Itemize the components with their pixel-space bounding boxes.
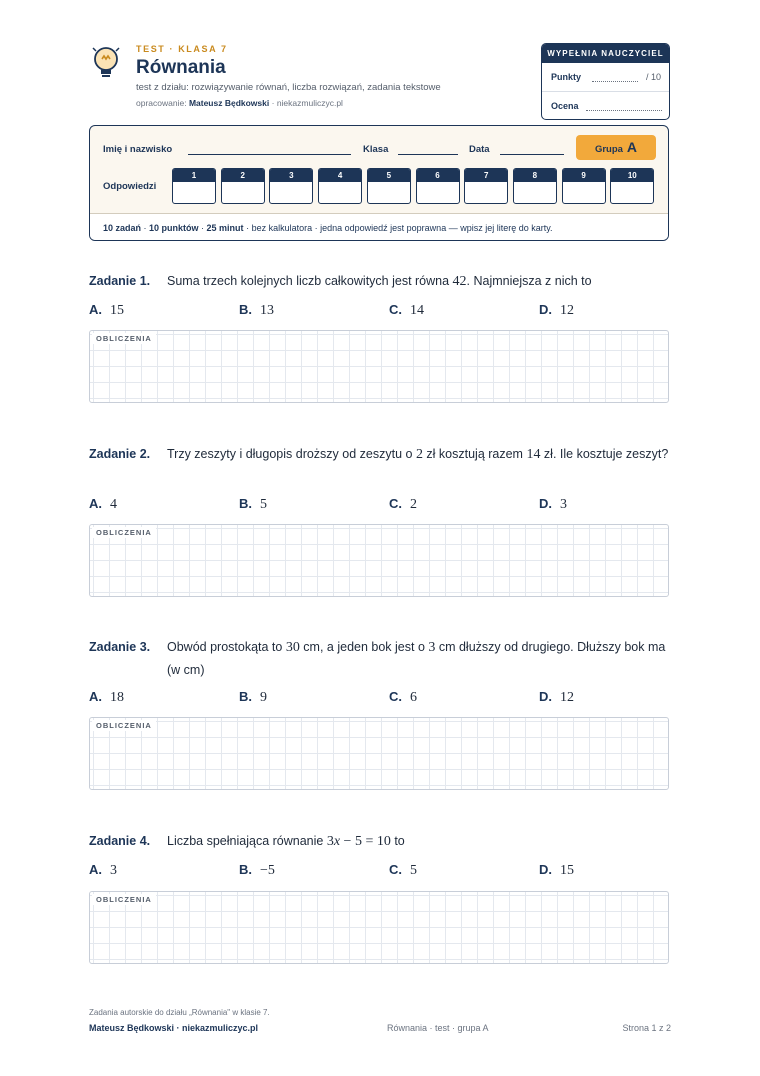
option-letter: A. [89, 862, 102, 877]
answer-box[interactable] [172, 168, 216, 204]
answer-box-number: 10 [611, 169, 653, 182]
task-number: Zadanie 1. [89, 274, 151, 288]
equation [327, 834, 391, 849]
task-math: 14 [526, 447, 541, 462]
page-title: Równania [136, 57, 226, 78]
name-label: Imię i nazwisko [103, 144, 173, 155]
task-number: Zadanie 4. [89, 834, 151, 848]
answer-box-number: 6 [417, 169, 459, 182]
task-4-option-d[interactable] [539, 862, 574, 879]
option-letter: D. [539, 302, 552, 317]
option-letter: B. [239, 302, 252, 317]
option-letter: C. [389, 689, 402, 704]
option-letter: A. [89, 496, 102, 511]
task-3-option-c[interactable] [389, 689, 417, 706]
task-2-option-d[interactable] [539, 496, 567, 513]
answer-box-number: 7 [465, 169, 507, 182]
task-text: Liczba spełniająca równanie [167, 834, 327, 848]
task-text: Trzy zeszyty i długopis droższy od zeszytu o [167, 447, 416, 461]
equation-rest: − 5 = 10 [340, 834, 391, 849]
info-rest: · bez kalkulatora · jedna odpowiedź jest poprawna — wpisz jej literę do karty. [246, 223, 553, 233]
answer-box[interactable] [610, 168, 654, 204]
group-label: Grupa [594, 144, 623, 155]
answer-box-number: 8 [514, 169, 556, 182]
option-value: 15 [560, 863, 574, 878]
task-2-option-a[interactable] [89, 496, 117, 513]
option-value: 9 [260, 690, 267, 705]
task-number: Zadanie 2. [89, 447, 151, 461]
task-3-option-b[interactable] [239, 689, 267, 706]
equation-coefficient: 3 [326, 834, 334, 849]
task-text: Obwód prostokąta to [167, 640, 286, 654]
calc-label: OBLICZENIA [92, 527, 156, 538]
task-text: zł. Ile kosztuje zeszyt? [540, 447, 669, 461]
calc-label: OBLICZENIA [92, 333, 156, 344]
option-letter: D. [539, 862, 552, 877]
option-value: 2 [410, 497, 417, 512]
task-text: Suma trzech kolejnych liczb całkowitych jest równa [167, 274, 453, 288]
task-4-question [89, 830, 669, 853]
option-letter: C. [389, 862, 402, 877]
option-value: 5 [410, 863, 417, 878]
answer-box-number: 9 [563, 169, 605, 182]
option-letter: C. [389, 496, 402, 511]
task-1-question [89, 270, 669, 293]
answer-box[interactable] [562, 168, 606, 204]
task-text: . Najmniejsza z nich to [466, 274, 592, 288]
task-2-calculation-area[interactable] [89, 524, 669, 597]
info-tasks: 10 zadań [103, 223, 142, 233]
option-letter: D. [539, 689, 552, 704]
answer-box[interactable] [269, 168, 313, 204]
answer-box-number: 3 [270, 169, 312, 182]
task-text: zł kosztują razem [422, 447, 527, 461]
option-value: 12 [560, 303, 574, 318]
task-4-option-c[interactable] [389, 862, 417, 879]
task-number: Zadanie 3. [89, 640, 151, 654]
answer-box[interactable] [513, 168, 557, 204]
task-math: 2 [415, 447, 423, 462]
option-letter: D. [539, 496, 552, 511]
footer-note: Zadania autorskie do działu „Równania" w klasie 7. [89, 1008, 270, 1017]
points-field[interactable] [592, 81, 638, 82]
option-value: 15 [110, 303, 124, 318]
task-3-option-d[interactable] [539, 689, 574, 706]
answer-box[interactable] [367, 168, 411, 204]
task-1-option-b[interactable] [239, 302, 274, 319]
option-value: 5 [260, 497, 267, 512]
class-field[interactable] [398, 154, 458, 155]
answer-box-number: 4 [319, 169, 361, 182]
option-value: 3 [110, 863, 117, 878]
option-value: 13 [260, 303, 274, 318]
task-1-option-d[interactable] [539, 302, 574, 319]
task-text: cm dłuższy od drugiego. Dłuższy bok ma (w cm) [167, 640, 666, 677]
option-letter: A. [89, 302, 102, 317]
teacher-box-title: WYPEŁNIA NAUCZYCIEL [542, 44, 669, 63]
task-3-option-a[interactable] [89, 689, 124, 706]
info-time: 25 minut [206, 223, 244, 233]
answer-box-number: 5 [368, 169, 410, 182]
task-3-calculation-area[interactable] [89, 717, 669, 790]
answer-box[interactable] [464, 168, 508, 204]
task-2-question [89, 443, 669, 466]
option-value: 14 [410, 303, 424, 318]
option-value: 12 [560, 690, 574, 705]
option-value: 18 [110, 690, 124, 705]
answer-box[interactable] [416, 168, 460, 204]
date-field[interactable] [500, 154, 564, 155]
task-4-option-b[interactable] [239, 862, 275, 879]
footer-author: Mateusz Będkowski · niekazmuliczyc.pl [89, 1023, 259, 1033]
task-math: 30 [285, 640, 300, 655]
calc-label: OBLICZENIA [92, 720, 156, 731]
group-badge [576, 135, 656, 160]
answers-label: Odpowiedzi [103, 181, 157, 192]
task-4-calculation-area[interactable] [89, 891, 669, 964]
name-field[interactable] [188, 154, 351, 155]
option-value: 4 [110, 497, 117, 512]
answer-box-number: 1 [173, 169, 215, 182]
option-value: 6 [410, 690, 417, 705]
answer-box[interactable] [318, 168, 362, 204]
answer-box[interactable] [221, 168, 265, 204]
grade-row [542, 91, 669, 119]
option-value: −5 [260, 863, 275, 878]
task-4-option-a[interactable] [89, 862, 117, 879]
task-math: 42 [452, 274, 467, 289]
option-letter: B. [239, 689, 252, 704]
author-prefix: opracowanie: [136, 98, 187, 108]
lightbulb-icon [90, 44, 122, 84]
student-info-box [89, 125, 669, 241]
task-text: to [390, 834, 405, 848]
task-3-question [89, 636, 669, 681]
test-info: 10 zadań · 10 punktów · 25 minut · bez kalkulatora · jedna odpowiedź jest poprawna — wpisz jej literę do karty. [90, 213, 668, 241]
calc-label: OBLICZENIA [92, 894, 156, 905]
author-name: Mateusz Będkowski [188, 98, 270, 108]
option-letter: B. [239, 496, 252, 511]
task-1-option-a[interactable] [89, 302, 124, 319]
class-label: Klasa [363, 144, 389, 155]
task-math: 3 [428, 640, 436, 655]
points-row [542, 63, 669, 91]
task-text: cm, a jeden bok jest o [299, 640, 429, 654]
author-site: · niekazmuliczyc.pl [271, 98, 343, 108]
group-value: A [626, 139, 638, 155]
footer-center: Równania · test · grupa A [387, 1023, 489, 1033]
option-value: 3 [560, 497, 567, 512]
option-letter: B. [239, 862, 252, 877]
test-kicker: TEST · KLASA 7 [136, 44, 228, 54]
task-1-option-c[interactable] [389, 302, 424, 319]
task-2-option-b[interactable] [239, 496, 267, 513]
equation-variable: x [333, 834, 341, 849]
grade-label: Ocena [551, 101, 579, 111]
author-line [136, 98, 343, 108]
page-subtitle: test z działu: rozwiązywanie równań, liczba rozwiązań, zadania tekstowe [136, 82, 441, 93]
option-letter: A. [89, 689, 102, 704]
answer-box-number: 2 [222, 169, 264, 182]
info-points: 10 punktów [149, 223, 199, 233]
task-2-option-c[interactable] [389, 496, 417, 513]
task-1-calculation-area[interactable] [89, 330, 669, 403]
teacher-box [541, 43, 670, 120]
points-label: Punkty [551, 72, 582, 82]
footer-page-number: Strona 1 z 2 [622, 1023, 671, 1033]
points-max: / 10 [645, 72, 661, 82]
date-label: Data [469, 144, 490, 155]
grade-field[interactable] [586, 110, 662, 111]
option-letter: C. [389, 302, 402, 317]
